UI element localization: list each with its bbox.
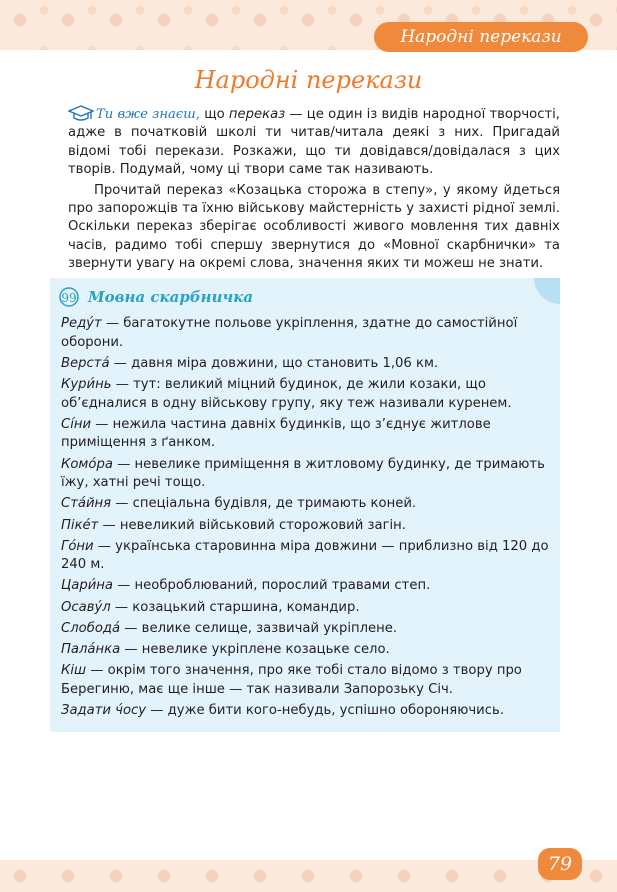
entry-definition: — нежила частина давніх будинків, що з’єднує житлове приміщення з ґанком. [61,416,491,451]
vocabulary-list [61,315,551,723]
entry-term: Го́ни [61,538,94,554]
svg-text:99: 99 [61,291,77,305]
entry-definition: — дуже бити кого-небудь, успішно обороняючись. [146,703,504,718]
quote-bubble-icon [58,287,80,307]
corner-decoration [534,278,560,304]
entry-definition: — необроблюваний, порослий травами степ. [112,578,431,594]
entry-definition: — невелике приміщення в житловому будинку, де тримають їжу, хатні речі тощо. [61,456,545,491]
intro-text [68,104,560,274]
vocabulary-entry [61,662,551,699]
vocabulary-entry [61,577,551,596]
section-tab: Народні перекази [374,22,588,52]
entry-definition: — тут: великий міцний будинок, де жили козаки, що об’єдналися в одну військову групу, яку теж називали куренем. [61,376,512,411]
vocabulary-entry [61,456,551,493]
entry-term: Сі́ни [61,416,92,432]
entry-term: Осаву́л [61,599,111,615]
entry-definition: — козацький старшина, командир. [110,599,360,615]
entry-definition: — окрім того значення, про яке тобі стало відомо з твору про Берегиню, має ще інше — так називали Запорозьку Січ. [61,663,522,697]
vocabulary-entry [61,355,551,374]
page-title: Народні перекази [194,66,423,94]
vocabulary-entry [61,517,551,536]
vocabulary-title: Мовна скарбничка [88,288,254,306]
bottom-decorative-band [0,860,617,892]
vocabulary-entry [61,376,551,413]
entry-definition: — велике селище, зазвичай укріплене. [120,620,398,636]
entry-term: Задати ч́осу [61,703,147,718]
page-number: 79 [538,848,582,880]
entry-term: Реду́т [61,316,102,331]
vocabulary-entry [61,315,551,352]
entry-definition: — давня міра довжини, що становить 1,06 км. [109,355,439,371]
entry-term: Слобода́ [61,620,121,636]
entry-definition: — багатокутне польове укріплення, здатне до самостійної оборони. [61,316,518,350]
intro-text-a: що [199,107,229,122]
entry-term: Ста́йня [61,496,112,512]
entry-term: Піке́т [61,517,99,533]
entry-term: Цари́на [61,578,113,594]
entry-definition: — невеликий військовий сторожовий загін. [98,517,406,533]
entry-term: Пала́нка [61,642,121,658]
entry-definition: — спеціальна будівля, де тримають коней. [111,496,417,512]
entry-term: Кури́нь [61,376,112,392]
entry-term: Кіш [61,663,87,679]
vocabulary-header [58,286,253,308]
vocabulary-entry [61,538,551,575]
vocabulary-entry [61,599,551,618]
vocabulary-entry [61,702,551,721]
entry-term: Верста́ [61,355,110,371]
entry-definition: — українська старовинна міра довжини — приблизно від 120 до 240 м. [61,538,549,573]
entry-definition: — невелике укріплене козацьке село. [120,642,390,658]
intro-paragraph-1 [68,104,560,180]
vocabulary-box [50,278,560,732]
intro-text-b: — це один із видів народної творчості, адже в початковій школі ти читав/читала деякі з них. Пригадай відомі тобі перекази. Розкажи, що ти довідався/довідалася з цих творів. Подумай, чому ці твори саме так називають. [68,107,560,178]
entry-term: Комо́ра [61,456,113,472]
vocabulary-entry [61,416,551,453]
graduation-cap-icon [68,104,94,124]
vocabulary-entry [61,641,551,660]
vocabulary-entry [61,620,551,639]
you-already-know-label: Ти вже знаєш, [96,107,200,122]
vocabulary-entry [61,495,551,514]
intro-paragraph-2: Прочитай переказ «Козацька сторожа в степу», у якому йдеться про запорожців та їхню військову майстерність у захисті рідної землі. Оскільки переказ зберігає особливості живого мовлення тих давніх часів, радимо тобі спершу звернутися до «Мовної скарбнички» та звернути увагу на окремі слова, значення яких ти можеш не знати. [68,182,560,272]
intro-term: переказ [228,107,286,122]
